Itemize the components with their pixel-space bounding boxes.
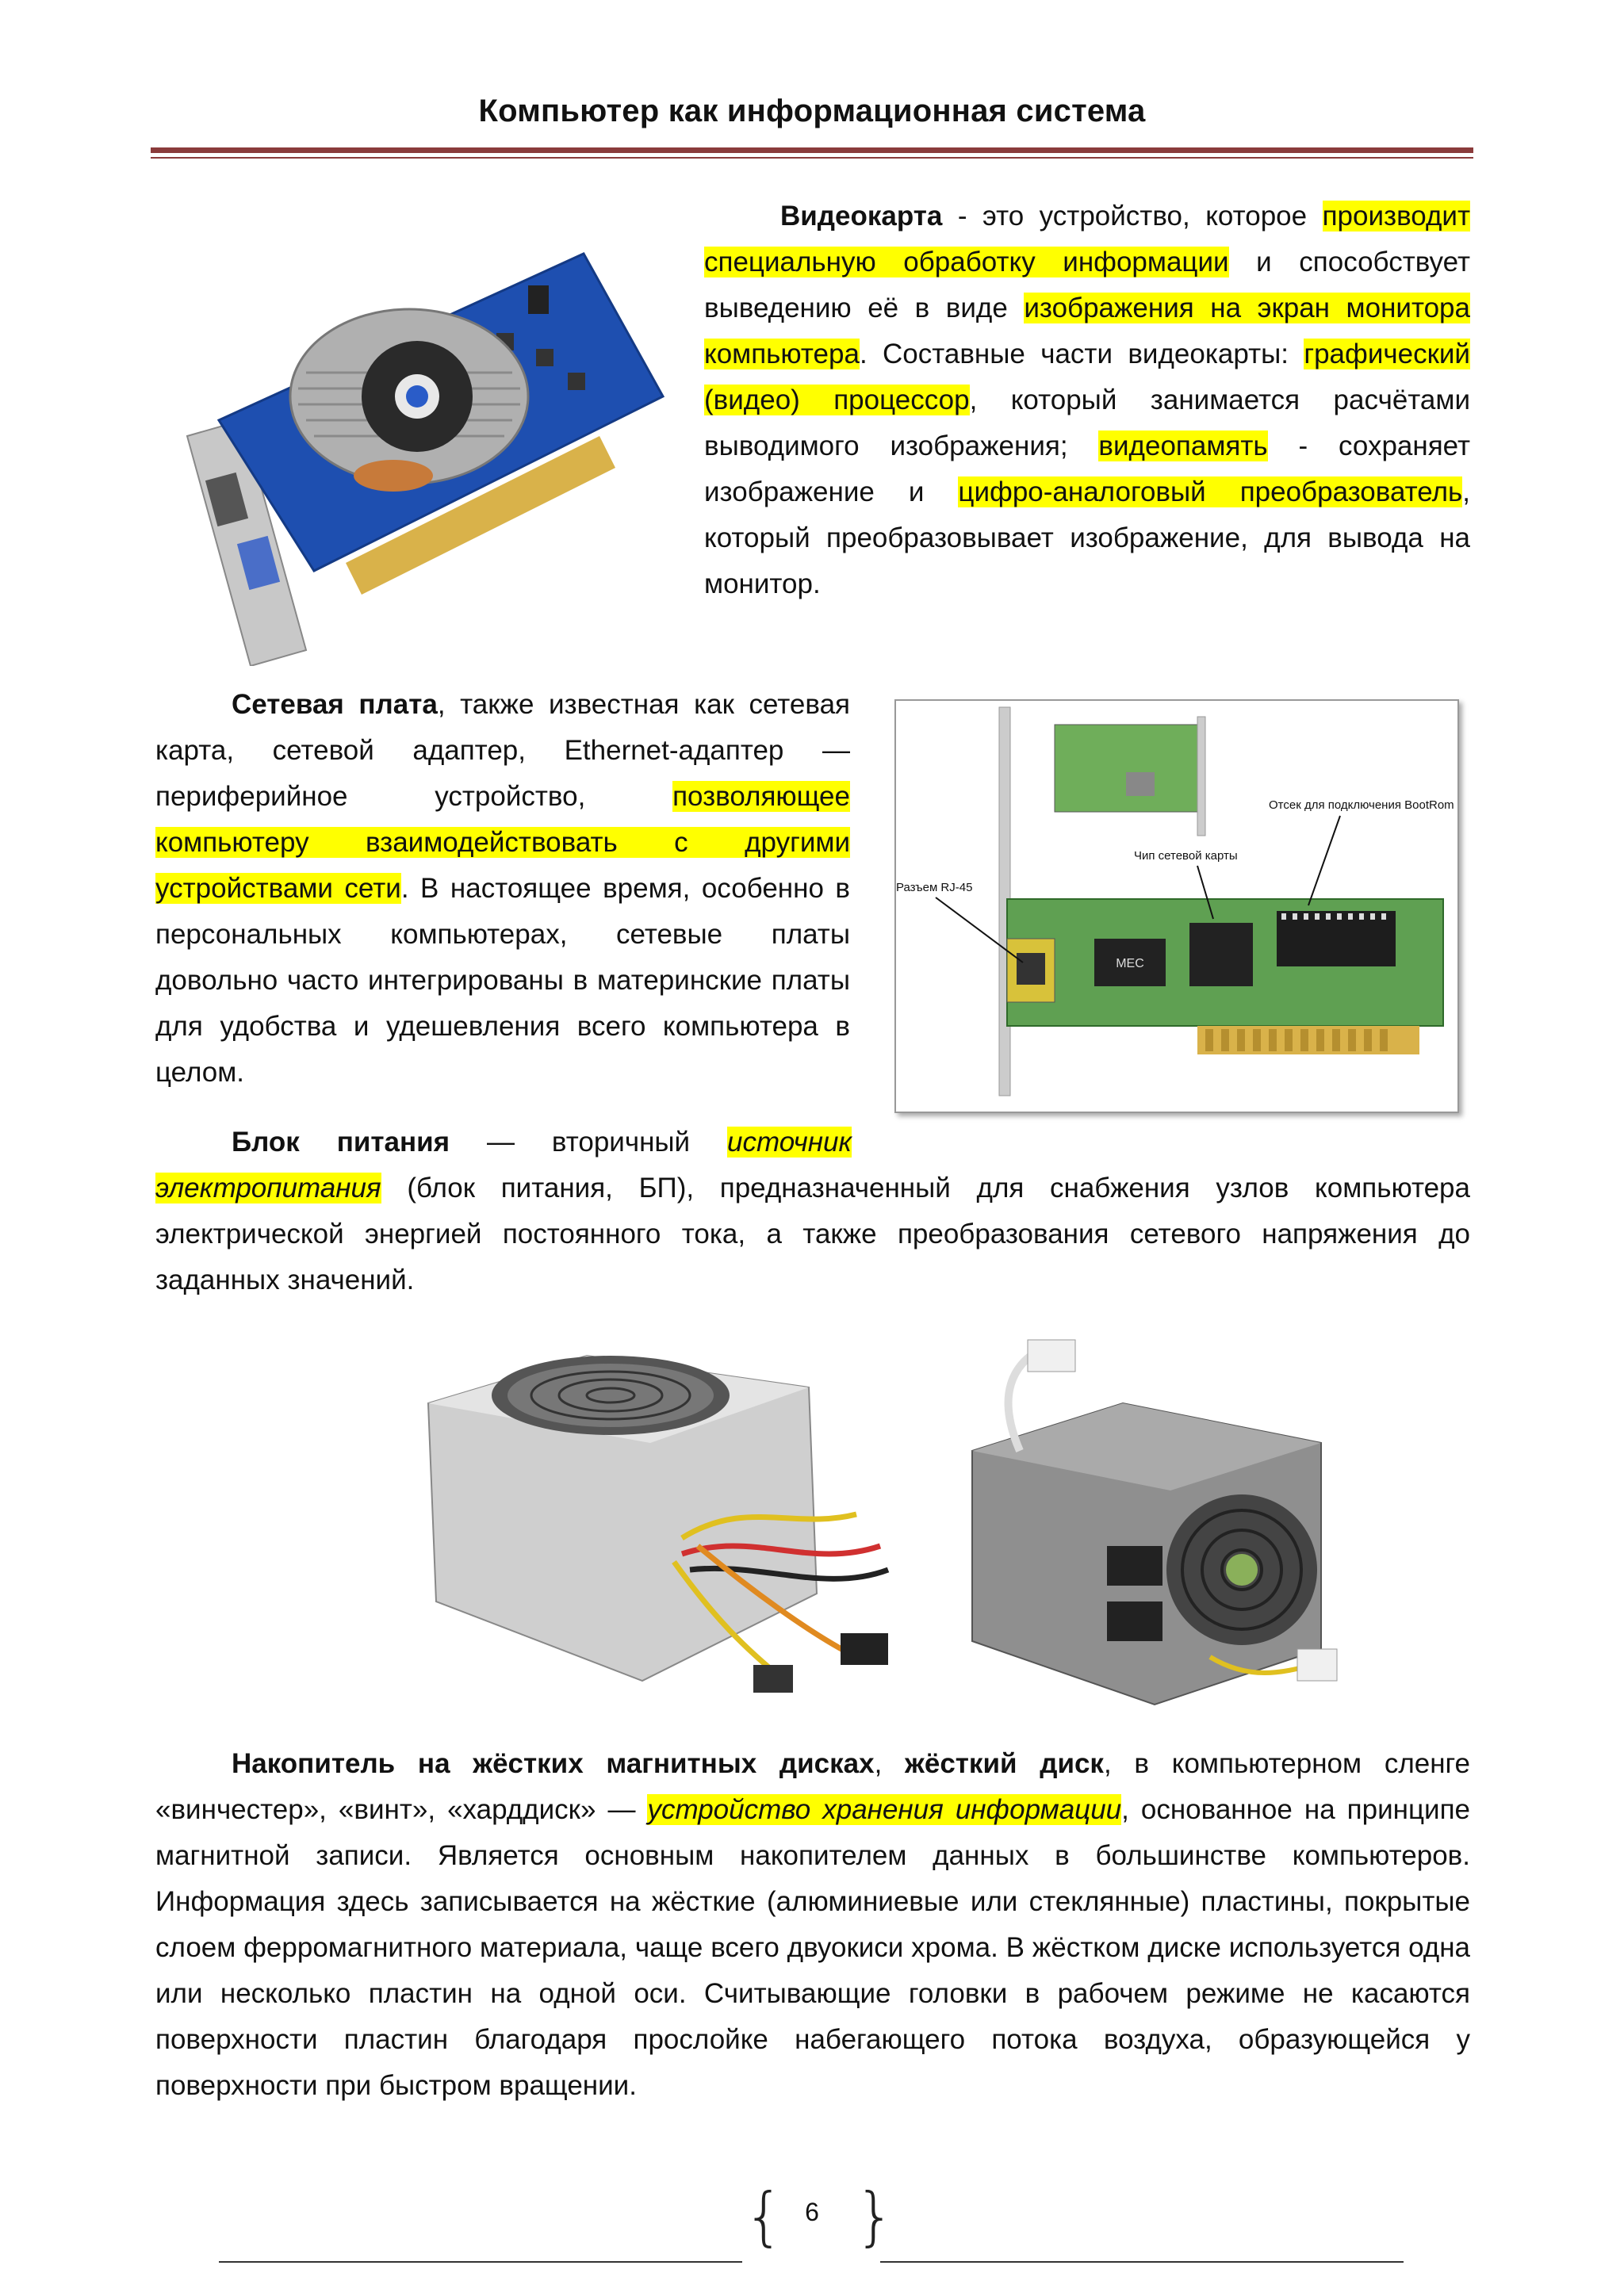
highlight: графический (видео) процессор xyxy=(704,339,1470,415)
header-divider xyxy=(151,147,1473,153)
highlight: видеопамять xyxy=(1098,430,1268,461)
highlight: устройство хранения информации xyxy=(647,1794,1122,1825)
videocard-term: Видеокарта xyxy=(780,201,943,232)
footer-line-left xyxy=(219,2261,742,2263)
hdd-term-alt: жёсткий диск xyxy=(905,1748,1104,1779)
highlight: цифро-аналоговый преобразователь xyxy=(958,476,1463,507)
psu-paragraph: Блок питания — вторичный источник электропитания (блок питания, БП), предназначенный для снабжения узлов компьютера электрической энергией постоянного тока, а также преобразования сетевого напряжения до заданных значений. xyxy=(155,1119,1470,1303)
footer-bracket-left: { xyxy=(744,2179,784,2253)
psu-term: Блок питания xyxy=(232,1127,450,1158)
header-divider-thin xyxy=(151,157,1473,159)
footer-bracket-right: } xyxy=(855,2179,895,2253)
network-card-image xyxy=(894,699,1459,1113)
power-supply-image-right xyxy=(948,1332,1361,1720)
float-spacer xyxy=(852,1119,1470,1164)
chip-label: Чип сетевой карты xyxy=(1134,849,1238,863)
highlight: изображения на экран монитора компьютера xyxy=(704,293,1470,369)
highlight: позволяющее компьютеру взаимодействовать с другими устройствами сети xyxy=(155,781,850,904)
netcard-term: Сетевая плата xyxy=(232,689,438,720)
footer-line-right xyxy=(880,2261,1404,2263)
video-card-image xyxy=(155,238,695,666)
rj45-label: Разъем RJ-45 xyxy=(896,881,973,894)
page-number: 6 xyxy=(805,2198,819,2226)
hdd-paragraph: Накопитель на жёстких магнитных дисках, жёсткий диск, в компьютерном сленге «винчестер», «винт», «харддиск» — устройство хранения информации, основанное на принципе магнитной записи. Является основным накопителем данных в большинстве компьютеров. Информация здесь записывается на жёсткие (алюминиевые или стеклянные) пластины, покрытые слоем ферромагнитного материала, чаще всего двуокиси хрома. В жёстком диске используется одна или несколько пластин на одной оси. Считывающие головки в рабочем режиме не касаются поверхности пластин благодаря прослойке набегающего потока воздуха, образующейся у поверхности при быстром вращении. xyxy=(155,1748,1471,2101)
power-supply-image-left xyxy=(412,1332,936,1705)
hdd-term: Накопитель на жёстких магнитных дисках xyxy=(232,1748,875,1779)
highlight: источник электропитания xyxy=(155,1127,852,1203)
highlight: производит специальную обработку информации xyxy=(704,201,1470,277)
chip-marking: MEC xyxy=(1116,957,1144,970)
netcard-paragraph: Сетевая плата, также известная как сетевая карта, сетевой адаптер, Ethernet-адаптер — периферийное устройство, позволяющее компьютеру взаимодействовать с другими устройствами сети. В настоящее время, особенно в персональных компьютерах, сетевые платы довольно часто интегрированы в материнские платы для удобства и удешевления всего компьютера в целом. xyxy=(155,689,851,1088)
videocard-paragraph: Видеокарта - это устройство, которое производит специальную обработку информации и способствует выведению её в виде изображения на экран монитора компьютера. Составные части видеокарты: графический (видео) процессор, который занимается расчётами выводимого изображения; видеопамять - сохраняет изображение и цифро-аналоговый преобразователь, который преобразовывает изображение, для вывода на монитор. xyxy=(704,201,1470,599)
page-title: Компьютер как информационная система xyxy=(478,94,1146,128)
bootrom-label: Отсек для подключения BootRom xyxy=(1269,798,1454,812)
